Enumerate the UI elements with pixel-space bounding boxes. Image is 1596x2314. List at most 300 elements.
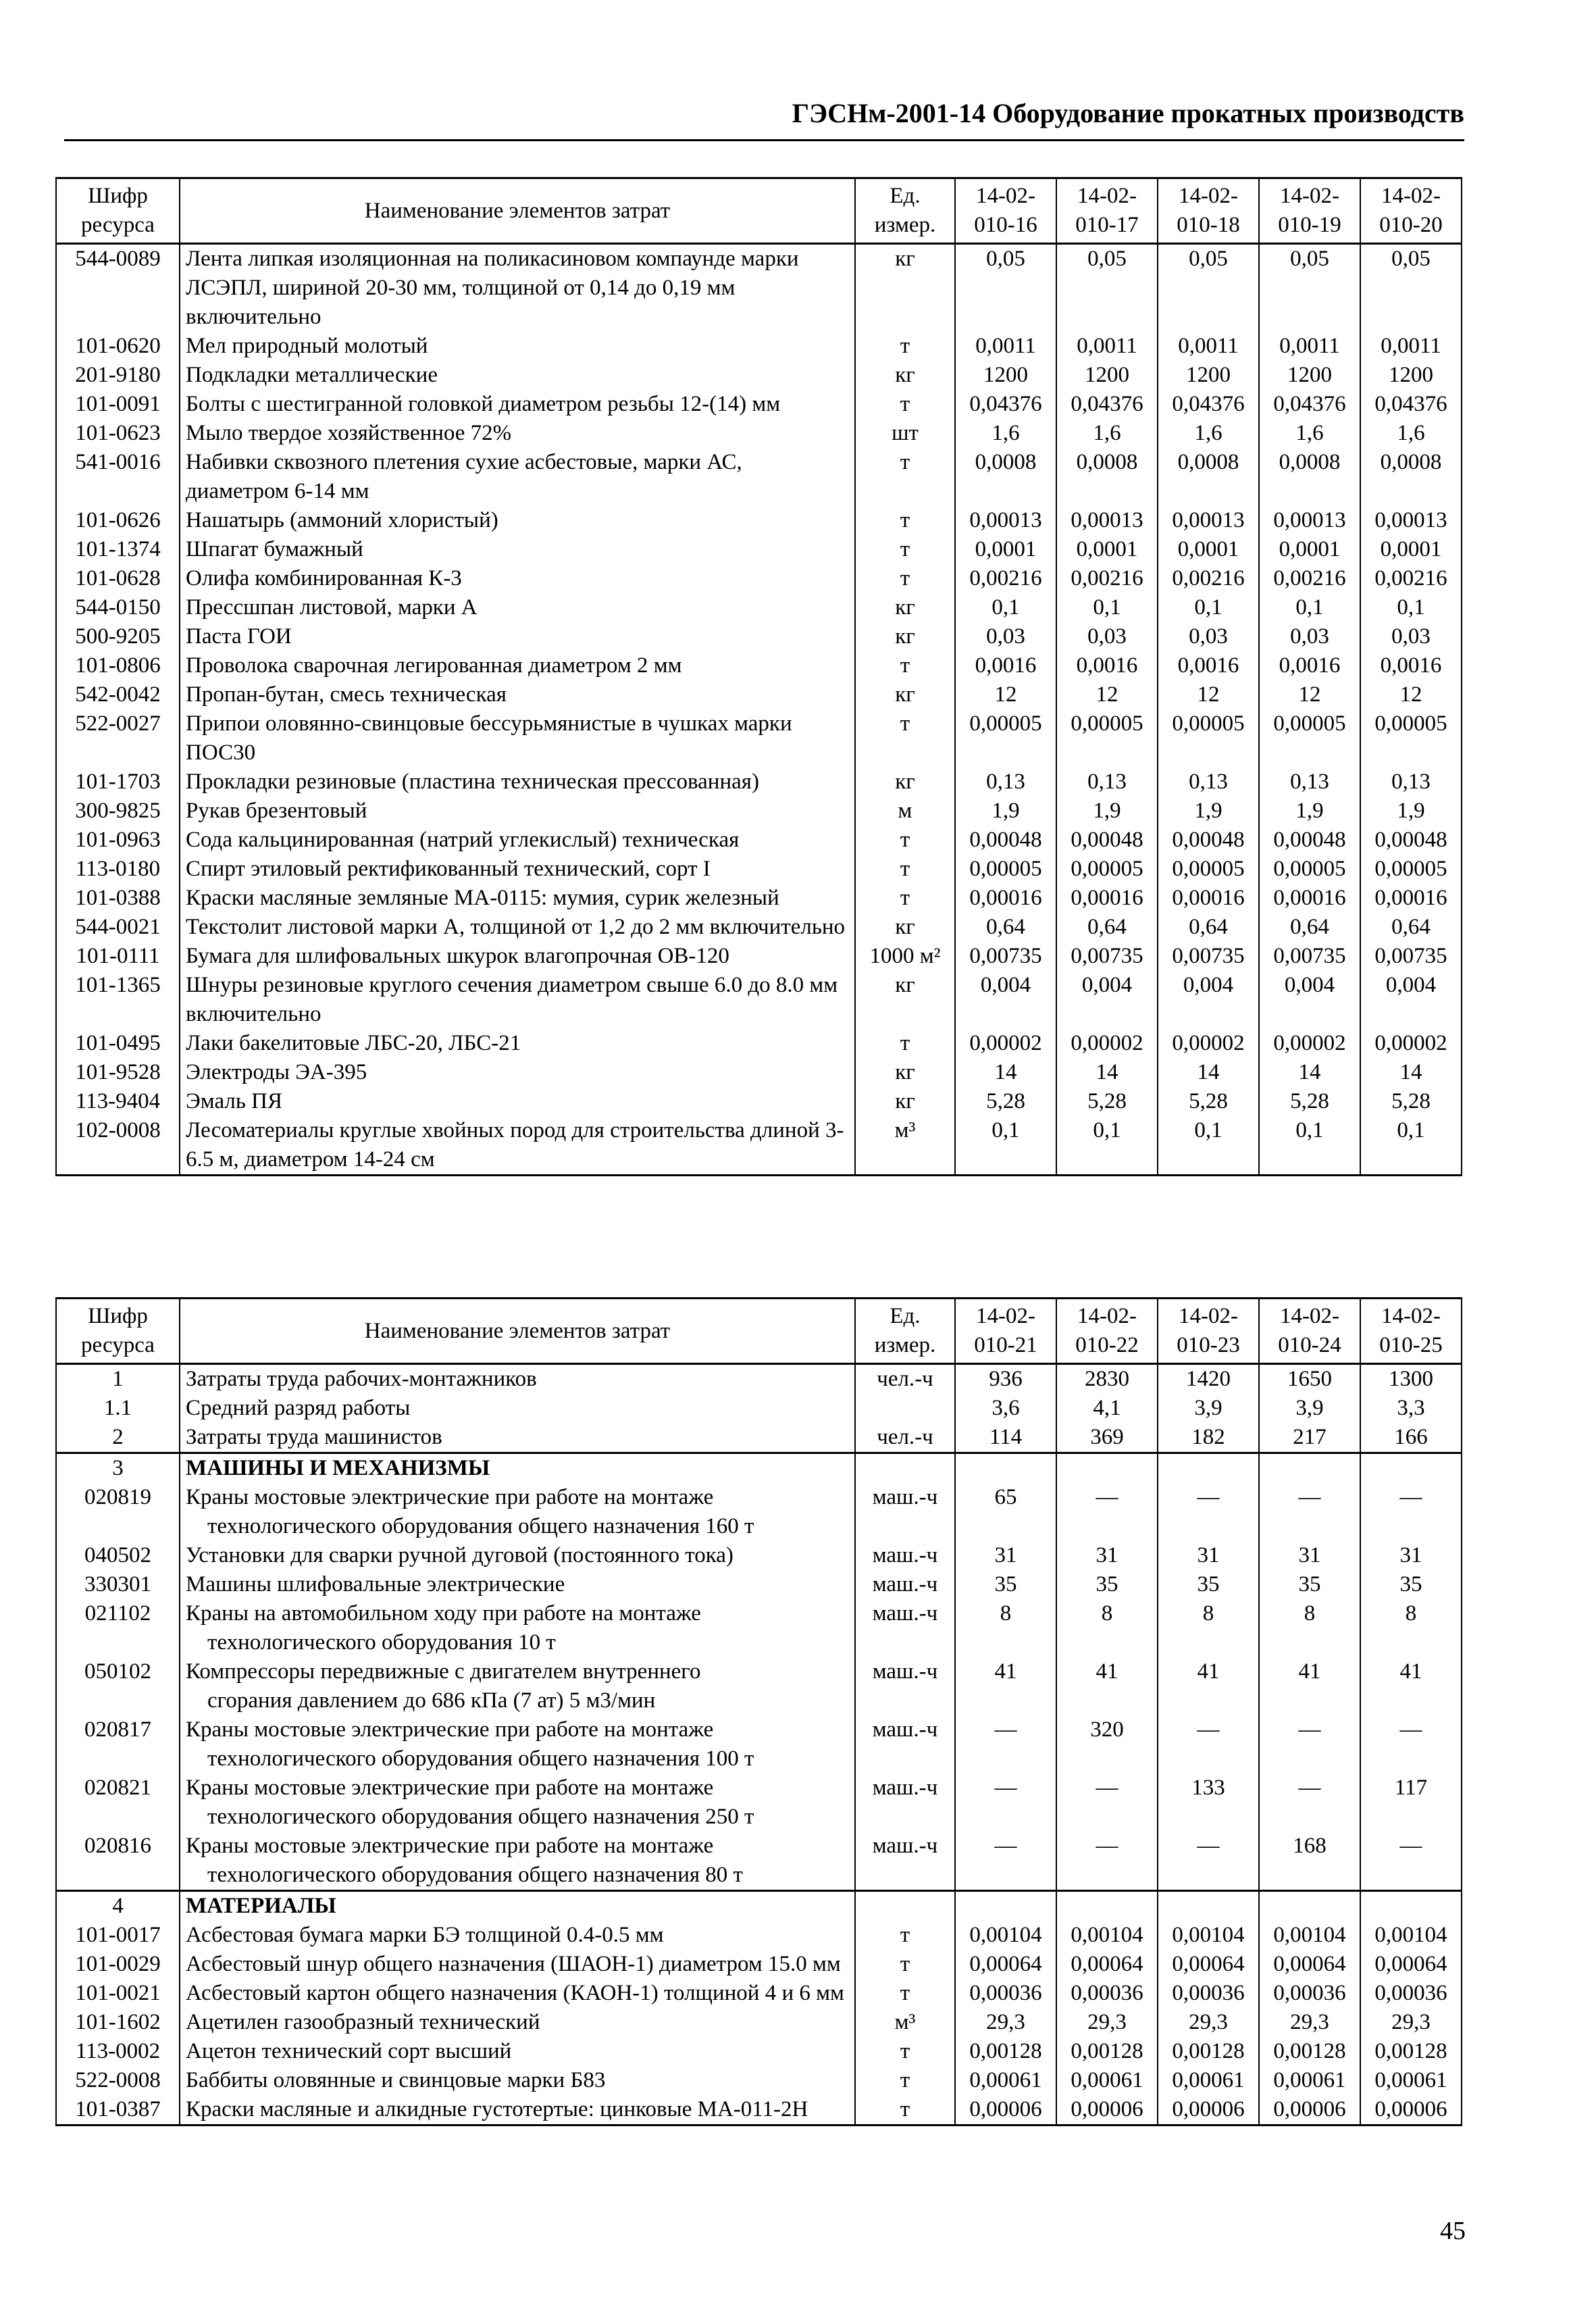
row-value <box>955 1891 1056 1921</box>
row-unit: т <box>855 1921 955 1950</box>
row-value: 0,00013 <box>1360 506 1462 535</box>
row-code: 330301 <box>56 1570 180 1599</box>
row-name: Краски масляные земляные МА-0115: мумия, сурик железный <box>180 884 855 913</box>
row-name: Паста ГОИ <box>180 622 855 651</box>
row-value: 0,00104 <box>1360 1921 1462 1950</box>
row-unit: т <box>855 448 955 506</box>
row-code: 113-0002 <box>56 2037 180 2066</box>
row-value: 8 <box>1259 1599 1360 1657</box>
row-value: 0,00216 <box>1056 564 1158 593</box>
row-name: Затраты труда машинистов <box>180 1423 855 1453</box>
row-value: — <box>1360 1715 1462 1774</box>
row-code: 300-9825 <box>56 797 180 826</box>
row-value: 35 <box>1360 1570 1462 1599</box>
row-value: 0,004 <box>955 971 1056 1029</box>
row-value: 0,05 <box>1056 244 1158 332</box>
table-row <box>56 535 1462 564</box>
row-value: 0,64 <box>1158 913 1259 942</box>
row-code: 101-0387 <box>56 2095 180 2126</box>
row-value: 0,00048 <box>1360 826 1462 855</box>
row-value: 35 <box>1259 1570 1360 1599</box>
table-row <box>56 419 1462 448</box>
row-name <box>180 1715 855 1774</box>
row-code: 101-0620 <box>56 332 180 361</box>
row-value <box>1056 1453 1158 1484</box>
row-value: 0,00735 <box>1158 942 1259 971</box>
row-value: 1,9 <box>1360 797 1462 826</box>
row-value: 0,0001 <box>1360 535 1462 564</box>
row-value: 31 <box>1056 1541 1158 1570</box>
row-value: — <box>1158 1483 1259 1541</box>
row-value: 1200 <box>955 361 1056 390</box>
header-col: 14-02-010-20 <box>1360 178 1462 244</box>
row-value: 0,00735 <box>1259 942 1360 971</box>
row-value: 0,05 <box>1158 244 1259 332</box>
row-name: МАШИНЫ И МЕХАНИЗМЫ <box>180 1453 855 1484</box>
row-name: Электроды ЭА-395 <box>180 1058 855 1087</box>
row-value: 0,03 <box>1056 622 1158 651</box>
row-value <box>955 1453 1056 1484</box>
row-unit: маш.-ч <box>855 1657 955 1715</box>
table-row <box>56 1483 1462 1541</box>
row-value: 5,28 <box>1056 1087 1158 1116</box>
row-value: 0,00006 <box>1360 2095 1462 2126</box>
row-value: 0,00005 <box>955 855 1056 884</box>
table-row <box>56 855 1462 884</box>
row-value: 31 <box>1158 1541 1259 1570</box>
row-value: 0,00016 <box>1056 884 1158 913</box>
row-value: 0,00036 <box>955 1979 1056 2008</box>
row-value: 0,00048 <box>1158 826 1259 855</box>
row-value: 0,00002 <box>1056 1029 1158 1058</box>
table-row <box>56 1599 1462 1657</box>
row-value: 114 <box>955 1423 1056 1453</box>
header-col: 14-02-010-24 <box>1259 1299 1360 1364</box>
row-code: 101-0017 <box>56 1921 180 1950</box>
row-value: 1200 <box>1259 361 1360 390</box>
row-value: 0,04376 <box>955 390 1056 419</box>
row-unit: маш.-ч <box>855 1715 955 1774</box>
row-name: Сода кальцинированная (натрий углекислый) техническая <box>180 826 855 855</box>
row-value: 0,004 <box>1259 971 1360 1029</box>
row-name: Установки для сварки ручной дуговой (постоянного тока) <box>180 1541 855 1570</box>
table-row <box>56 680 1462 709</box>
row-value: 133 <box>1158 1774 1259 1832</box>
row-value <box>1360 1453 1462 1484</box>
table-row <box>56 651 1462 680</box>
row-value: 0,0011 <box>1360 332 1462 361</box>
row-value: — <box>1056 1832 1158 1891</box>
table-row <box>56 1116 1462 1176</box>
row-value: 1200 <box>1056 361 1158 390</box>
row-code: 3 <box>56 1453 180 1484</box>
row-name: Асбестовая бумага марки БЭ толщиной 0.4-0.5 мм <box>180 1921 855 1950</box>
row-value: 41 <box>955 1657 1056 1715</box>
row-unit: м³ <box>855 2008 955 2037</box>
row-value: 0,0001 <box>1259 535 1360 564</box>
table-row <box>56 1774 1462 1832</box>
row-value: 1200 <box>1360 361 1462 390</box>
header-col: 14-02-010-23 <box>1158 1299 1259 1364</box>
row-unit: м³ <box>855 1116 955 1176</box>
row-value: 3,6 <box>955 1394 1056 1423</box>
table-row <box>56 768 1462 797</box>
row-unit: маш.-ч <box>855 1599 955 1657</box>
table-row <box>56 1950 1462 1979</box>
row-value: 0,1 <box>955 593 1056 622</box>
header-col: 14-02-010-19 <box>1259 178 1360 244</box>
row-value: 0,00216 <box>1259 564 1360 593</box>
row-value <box>1259 1891 1360 1921</box>
table-row <box>56 1891 1462 1921</box>
row-unit: маш.-ч <box>855 1570 955 1599</box>
row-value: 35 <box>955 1570 1056 1599</box>
row-unit: т <box>855 1029 955 1058</box>
row-value: 0,0011 <box>1259 332 1360 361</box>
table-row <box>56 1029 1462 1058</box>
row-value: 0,00005 <box>1056 855 1158 884</box>
row-name: Набивки сквозного плетения сухие асбестовые, марки АС, диаметром 6-14 мм <box>180 448 855 506</box>
row-name-line2: технологического оборудования общего назначения 80 т <box>207 1863 743 1887</box>
row-value: 0,00064 <box>1158 1950 1259 1979</box>
table-row <box>56 826 1462 855</box>
row-unit: т <box>855 1979 955 2008</box>
row-value: 1,9 <box>1158 797 1259 826</box>
row-name: Ацетилен газообразный технический <box>180 2008 855 2037</box>
row-name <box>180 1774 855 1832</box>
row-value: — <box>1259 1715 1360 1774</box>
row-value: 0,00128 <box>1056 2037 1158 2066</box>
header-col: 14-02-010-22 <box>1056 1299 1158 1364</box>
row-value: 0,00128 <box>1158 2037 1259 2066</box>
row-value: 0,00005 <box>1360 855 1462 884</box>
row-value: 8 <box>1360 1599 1462 1657</box>
row-unit: маш.-ч <box>855 1483 955 1541</box>
row-unit: кг <box>855 1058 955 1087</box>
row-unit: чел.-ч <box>855 1423 955 1453</box>
row-value: 936 <box>955 1364 1056 1394</box>
row-code: 101-0623 <box>56 419 180 448</box>
row-value: 0,00013 <box>1259 506 1360 535</box>
row-value: 0,00104 <box>955 1921 1056 1950</box>
row-code: 101-0806 <box>56 651 180 680</box>
row-value: 117 <box>1360 1774 1462 1832</box>
row-value: 0,00128 <box>1360 2037 1462 2066</box>
row-code: 020816 <box>56 1832 180 1891</box>
table-row <box>56 1423 1462 1453</box>
row-value: 1200 <box>1158 361 1259 390</box>
row-value: 0,1 <box>1259 1116 1360 1176</box>
row-value: 0,0011 <box>1158 332 1259 361</box>
row-value: 1,6 <box>1360 419 1462 448</box>
row-value: 1,9 <box>1259 797 1360 826</box>
row-value: 0,04376 <box>1056 390 1158 419</box>
row-value: 0,00104 <box>1056 1921 1158 1950</box>
row-code: 101-0091 <box>56 390 180 419</box>
row-value: 0,00016 <box>955 884 1056 913</box>
table-row <box>56 1715 1462 1774</box>
row-value: 3,3 <box>1360 1394 1462 1423</box>
row-value: 5,28 <box>1259 1087 1360 1116</box>
row-value: 1,6 <box>1158 419 1259 448</box>
row-value: 0,00005 <box>1056 709 1158 768</box>
table-row <box>56 1921 1462 1950</box>
header-unit: Ед. измер. <box>855 178 955 244</box>
row-value: 0,00048 <box>1259 826 1360 855</box>
row-unit: м <box>855 797 955 826</box>
row-name-line1: Краны на автомобильном ходу при работе на монтаже <box>186 1601 701 1626</box>
row-value: 0,00048 <box>1056 826 1158 855</box>
row-unit: т <box>855 564 955 593</box>
row-value: 4,1 <box>1056 1394 1158 1423</box>
row-code: 101-0963 <box>56 826 180 855</box>
row-value: — <box>1360 1483 1462 1541</box>
row-code: 113-9404 <box>56 1087 180 1116</box>
row-code: 4 <box>56 1891 180 1921</box>
row-unit: т <box>855 2037 955 2066</box>
row-value: 5,28 <box>1360 1087 1462 1116</box>
row-code: 101-0111 <box>56 942 180 971</box>
table-row <box>56 1832 1462 1891</box>
table-row <box>56 2008 1462 2037</box>
row-unit: кг <box>855 593 955 622</box>
row-value: 0,0008 <box>1158 448 1259 506</box>
row-value: 0,04376 <box>1158 390 1259 419</box>
row-value: 0,03 <box>955 622 1056 651</box>
row-value: 0,00002 <box>1360 1029 1462 1058</box>
row-value: 3,9 <box>1158 1394 1259 1423</box>
row-value: 0,0016 <box>1056 651 1158 680</box>
row-unit: шт <box>855 419 955 448</box>
header-col: 14-02-010-25 <box>1360 1299 1462 1364</box>
table-row <box>56 2066 1462 2095</box>
row-value: 31 <box>1360 1541 1462 1570</box>
row-unit: маш.-ч <box>855 1774 955 1832</box>
row-code: 040502 <box>56 1541 180 1570</box>
table-row <box>56 1087 1462 1116</box>
row-value: 31 <box>1259 1541 1360 1570</box>
row-value: 5,28 <box>955 1087 1056 1116</box>
row-name-line2: технологического оборудования 10 т <box>207 1630 556 1655</box>
row-name: Лаки бакелитовые ЛБС-20, ЛБС-21 <box>180 1029 855 1058</box>
row-value: 0,00013 <box>1056 506 1158 535</box>
table-header-row <box>56 178 1462 244</box>
row-unit: т <box>855 2095 955 2126</box>
row-unit: кг <box>855 913 955 942</box>
row-code: 101-0626 <box>56 506 180 535</box>
row-value: 168 <box>1259 1832 1360 1891</box>
row-value: 0,00216 <box>1360 564 1462 593</box>
row-value: 0,0008 <box>1259 448 1360 506</box>
row-value: 0,00064 <box>1056 1950 1158 1979</box>
row-value: 166 <box>1360 1423 1462 1453</box>
row-value <box>1056 1891 1158 1921</box>
row-value: 0,00036 <box>1360 1979 1462 2008</box>
row-value: 182 <box>1158 1423 1259 1453</box>
row-value <box>1158 1453 1259 1484</box>
row-unit: кг <box>855 768 955 797</box>
row-value: 0,00128 <box>1259 2037 1360 2066</box>
row-name: Шпагат бумажный <box>180 535 855 564</box>
row-code: 541-0016 <box>56 448 180 506</box>
row-value: 0,004 <box>1360 971 1462 1029</box>
row-value: — <box>1259 1483 1360 1541</box>
table-row <box>56 390 1462 419</box>
row-unit: т <box>855 709 955 768</box>
row-value: 0,00036 <box>1158 1979 1259 2008</box>
row-name <box>180 1657 855 1715</box>
row-value: 29,3 <box>1158 2008 1259 2037</box>
row-name-line2: технологического оборудования общего назначения 160 т <box>207 1514 754 1538</box>
row-unit <box>855 1394 955 1423</box>
row-value: 0,00005 <box>1259 709 1360 768</box>
table-row <box>56 622 1462 651</box>
row-value: 12 <box>1360 680 1462 709</box>
row-name <box>180 1483 855 1541</box>
row-value: 0,00005 <box>1360 709 1462 768</box>
row-value: 0,05 <box>955 244 1056 332</box>
row-value: 0,0001 <box>955 535 1056 564</box>
row-name: Баббиты оловянные и свинцовые марки Б83 <box>180 2066 855 2095</box>
row-value: 0,1 <box>1056 593 1158 622</box>
row-name-line2: технологического оборудования общего назначения 250 т <box>207 1805 754 1829</box>
table-row <box>56 942 1462 971</box>
row-value <box>1259 1453 1360 1484</box>
row-value: 1,6 <box>1056 419 1158 448</box>
row-name: МАТЕРИАЛЫ <box>180 1891 855 1921</box>
row-code: 101-1602 <box>56 2008 180 2037</box>
page-number: 45 <box>1440 2217 1466 2245</box>
row-unit: т <box>855 651 955 680</box>
row-value: 0,00013 <box>1158 506 1259 535</box>
row-value: 0,00061 <box>1056 2066 1158 2095</box>
row-value: 14 <box>1360 1058 1462 1087</box>
row-name: Краски масляные и алкидные густотертые: цинковые МА-011-2Н <box>180 2095 855 2126</box>
row-value: 0,1 <box>1158 1116 1259 1176</box>
row-value: 0,64 <box>1259 913 1360 942</box>
row-value: 0,03 <box>1259 622 1360 651</box>
row-value: 29,3 <box>1259 2008 1360 2037</box>
row-code: 101-0628 <box>56 564 180 593</box>
row-unit: кг <box>855 1087 955 1116</box>
row-value: 0,00735 <box>1056 942 1158 971</box>
row-value: 29,3 <box>1056 2008 1158 2037</box>
row-value: — <box>1259 1774 1360 1832</box>
table-row <box>56 709 1462 768</box>
row-code: 101-0388 <box>56 884 180 913</box>
row-value: 0,00016 <box>1360 884 1462 913</box>
row-value: 0,00005 <box>1259 855 1360 884</box>
row-unit: т <box>855 855 955 884</box>
row-value: 0,0001 <box>1158 535 1259 564</box>
row-code: 101-9528 <box>56 1058 180 1087</box>
row-value: — <box>1056 1483 1158 1541</box>
row-name: Мыло твердое хозяйственное 72% <box>180 419 855 448</box>
header-name: Наименование элементов затрат <box>180 1299 855 1364</box>
row-value: — <box>1158 1715 1259 1774</box>
table-row <box>56 884 1462 913</box>
row-value: 0,004 <box>1056 971 1158 1029</box>
row-code: 544-0021 <box>56 913 180 942</box>
row-value: — <box>955 1774 1056 1832</box>
row-unit: кг <box>855 622 955 651</box>
row-value: 14 <box>955 1058 1056 1087</box>
table-row <box>56 797 1462 826</box>
row-code: 020819 <box>56 1483 180 1541</box>
row-code: 113-0180 <box>56 855 180 884</box>
row-value: 0,00002 <box>1158 1029 1259 1058</box>
row-value: 29,3 <box>1360 2008 1462 2037</box>
row-unit <box>855 1453 955 1484</box>
row-code: 544-0089 <box>56 244 180 332</box>
row-unit: кг <box>855 971 955 1029</box>
row-value: 369 <box>1056 1423 1158 1453</box>
row-code: 101-1365 <box>56 971 180 1029</box>
row-unit: т <box>855 884 955 913</box>
row-value: 0,00061 <box>955 2066 1056 2095</box>
row-value: 1,6 <box>1259 419 1360 448</box>
table-row <box>56 1364 1462 1394</box>
table-row <box>56 1394 1462 1423</box>
row-value: 0,0008 <box>1360 448 1462 506</box>
row-unit: кг <box>855 680 955 709</box>
row-value: 320 <box>1056 1715 1158 1774</box>
header-code: Шифр ресурса <box>56 1299 180 1364</box>
row-value: 0,00064 <box>1360 1950 1462 1979</box>
row-value: 0,13 <box>1056 768 1158 797</box>
row-value: 1420 <box>1158 1364 1259 1394</box>
row-value: 41 <box>1056 1657 1158 1715</box>
row-name: Припои оловянно-свинцовые бессурьмянистые в чушках марки ПОС30 <box>180 709 855 768</box>
row-code: 020821 <box>56 1774 180 1832</box>
row-value: 14 <box>1056 1058 1158 1087</box>
row-value: 0,04376 <box>1360 390 1462 419</box>
row-value: 0,13 <box>1158 768 1259 797</box>
header-rule <box>64 139 1464 141</box>
page-header-title: ГЭСНм-2001-14 Оборудование прокатных производств <box>792 98 1464 128</box>
row-value: 35 <box>1056 1570 1158 1599</box>
row-value: 0,64 <box>1360 913 1462 942</box>
row-value: 0,00002 <box>955 1029 1056 1058</box>
table-row <box>56 244 1462 332</box>
row-code: 101-0021 <box>56 1979 180 2008</box>
header-col: 14-02-010-16 <box>955 178 1056 244</box>
row-value: 8 <box>955 1599 1056 1657</box>
row-name: Лента липкая изоляционная на поликасиновом компаунде марки ЛСЭПЛ, шириной 20-30 мм, толщиной от 0,14 до 0,19 мм включительно <box>180 244 855 332</box>
row-value: 35 <box>1158 1570 1259 1599</box>
table-row <box>56 2095 1462 2126</box>
row-value: 0,13 <box>955 768 1056 797</box>
row-name: Мел природный молотый <box>180 332 855 361</box>
row-value: 0,00005 <box>955 709 1056 768</box>
row-code: 021102 <box>56 1599 180 1657</box>
row-value: 0,00061 <box>1360 2066 1462 2095</box>
row-name: Прессшпан листовой, марки А <box>180 593 855 622</box>
row-name: Ацетон технический сорт высший <box>180 2037 855 2066</box>
row-value: 0,004 <box>1158 971 1259 1029</box>
row-value: 0,00216 <box>1158 564 1259 593</box>
table-row <box>56 1979 1462 2008</box>
row-name: Затраты труда рабочих-монтажников <box>180 1364 855 1394</box>
row-name: Проволока сварочная легированная диаметром 2 мм <box>180 651 855 680</box>
row-code: 102-0008 <box>56 1116 180 1176</box>
row-code: 101-1374 <box>56 535 180 564</box>
row-value: 41 <box>1259 1657 1360 1715</box>
row-value: 2830 <box>1056 1364 1158 1394</box>
row-name: Олифа комбинированная К-3 <box>180 564 855 593</box>
row-value <box>1360 1891 1462 1921</box>
row-value: 0,0016 <box>1259 651 1360 680</box>
